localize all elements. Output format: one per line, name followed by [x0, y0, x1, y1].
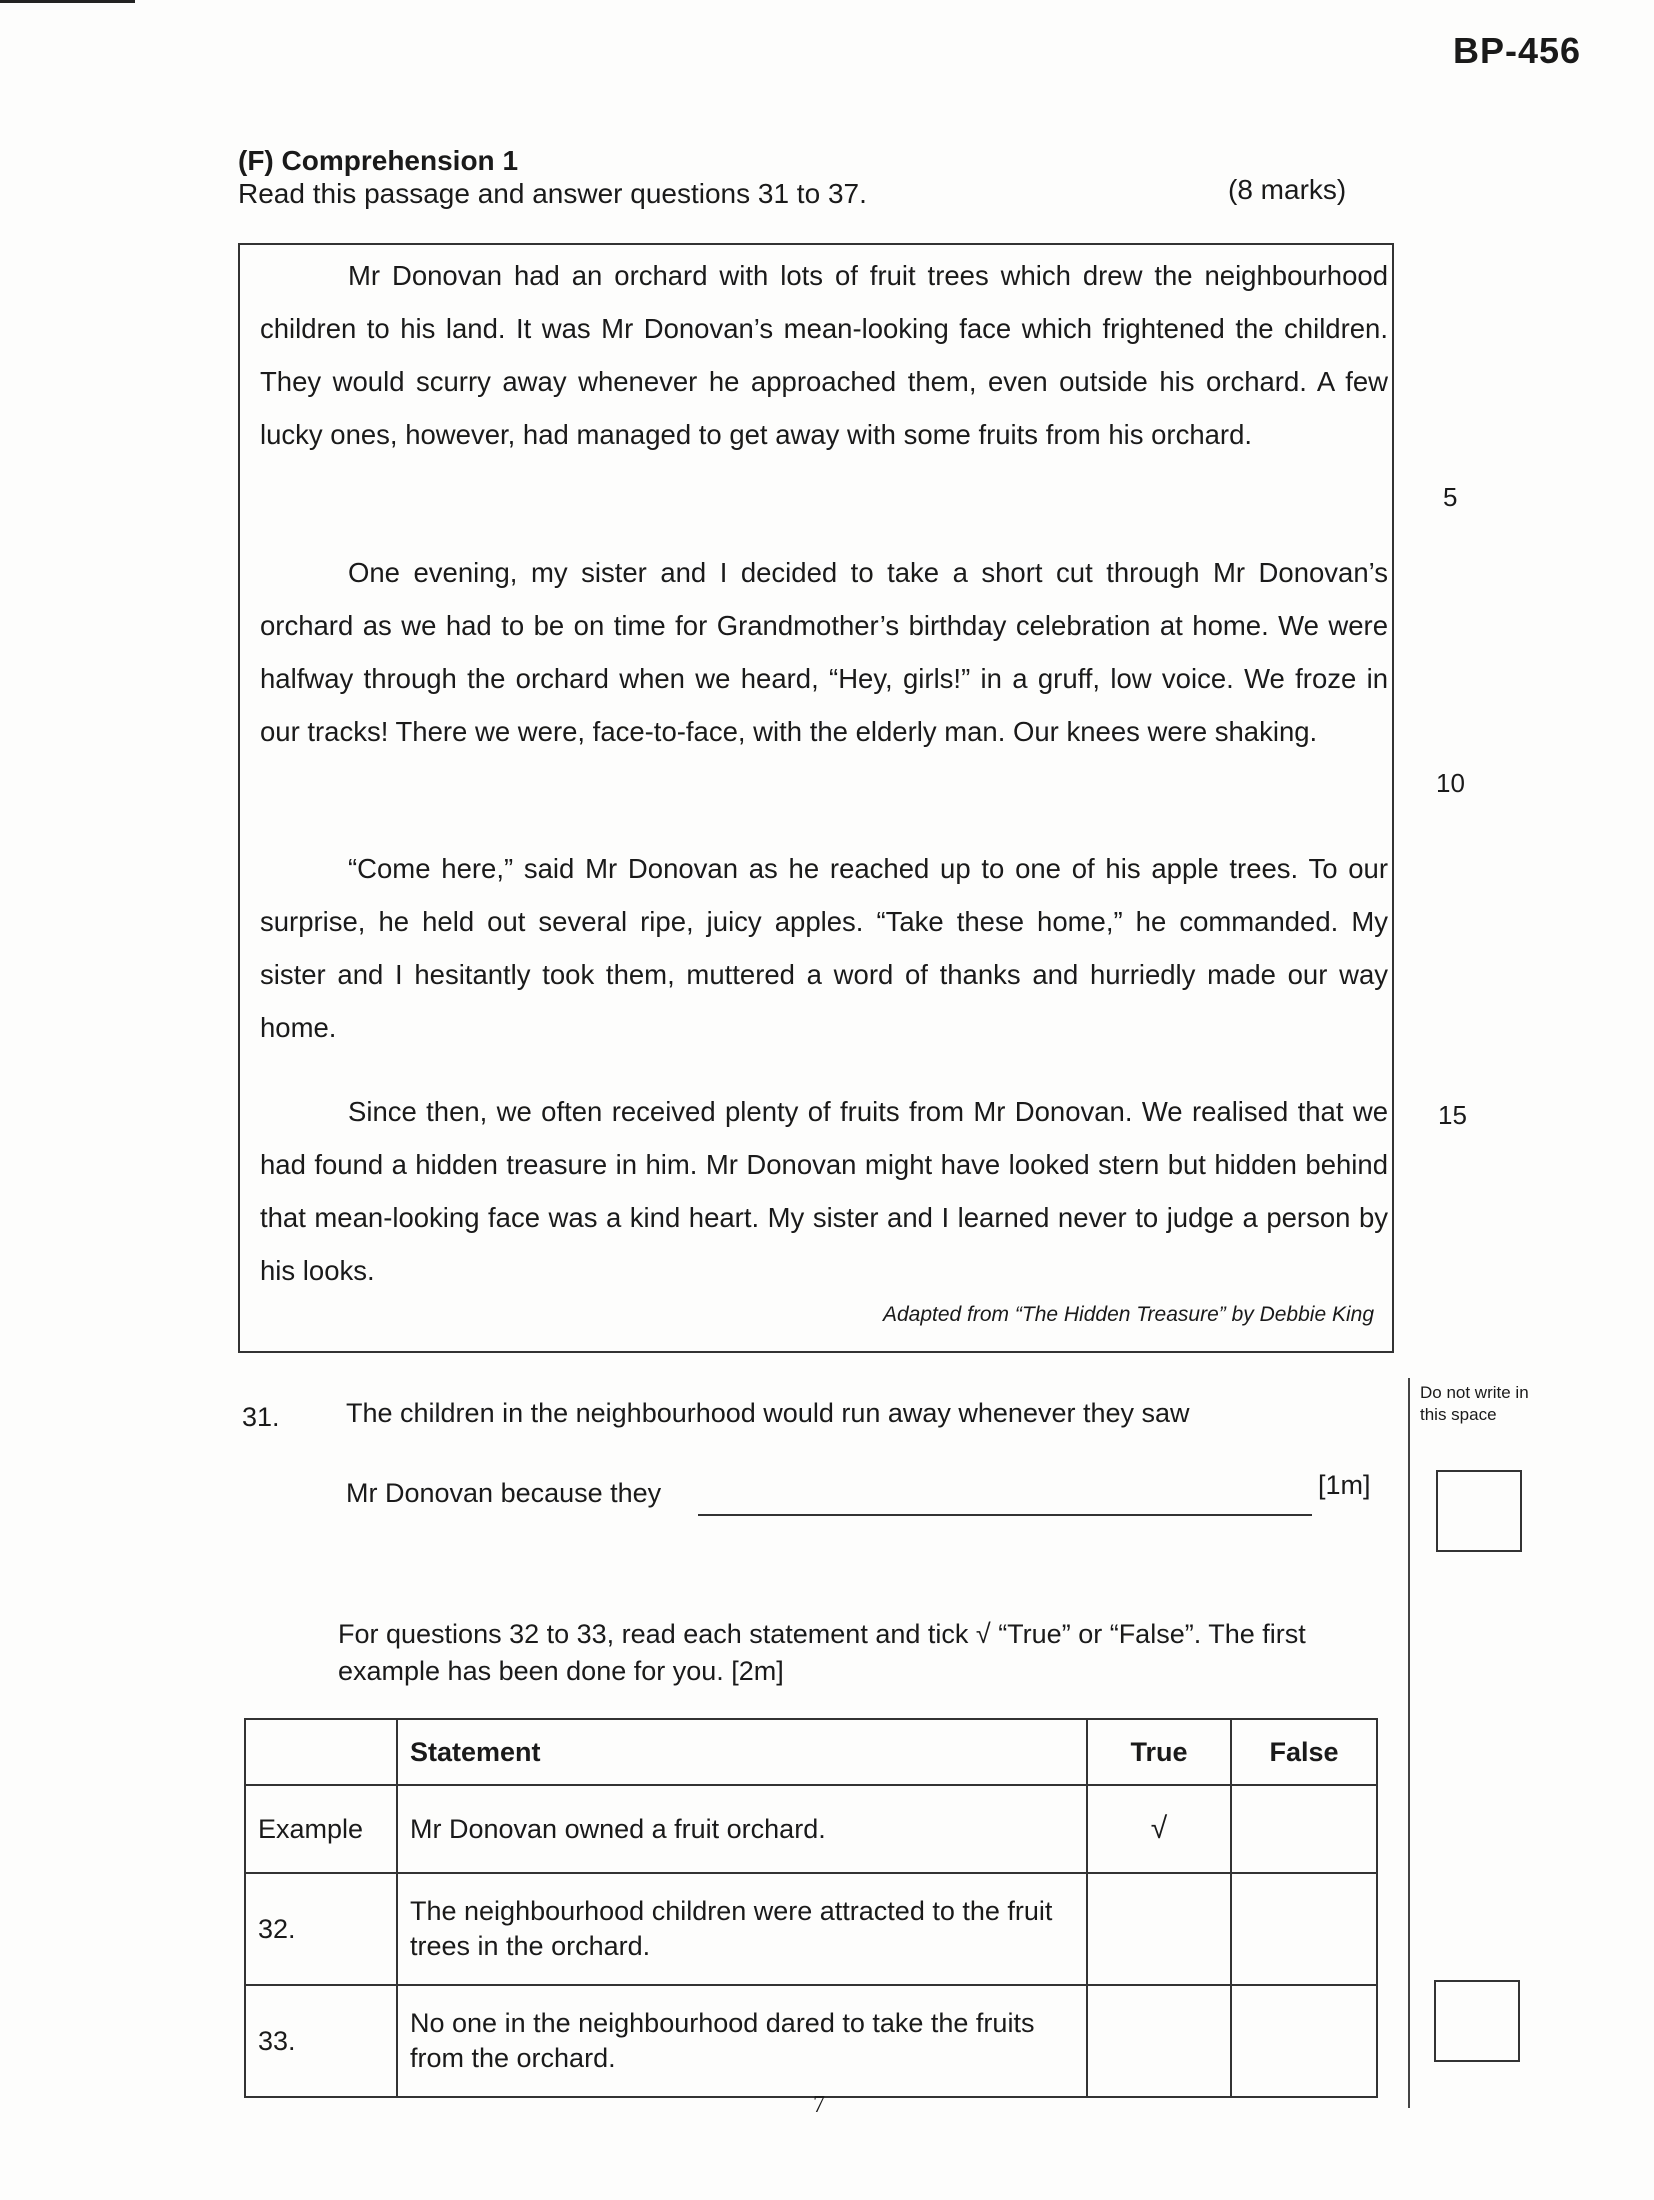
row-statement: No one in the neighbourhood dared to take the fruits from the orchard. — [397, 1985, 1087, 2097]
do-not-write-label: Do not write in this space — [1420, 1383, 1529, 1424]
table-row — [245, 1985, 1377, 2097]
score-box-q32-33[interactable] — [1434, 1980, 1520, 2062]
passage-paragraph-4: Since then, we often received plenty of fruits from Mr Donovan. We realised that we had found a hidden treasure in him. Mr Donovan might have looked stern but hidden behind that mean-looking face was a kind heart. My sister and I learned never to judge a person by his looks. — [260, 1096, 1388, 1286]
passage-paragraph-2: One evening, my sister and I decided to take a short cut through Mr Donovan’s orchard as we had to be on time for Grandmother’s birthday celebration at home. We were halfway through the orchard when we heard, “Hey, girls!” in a gruff, low voice. We froze in our tracks! There we were, face-to-face, with the elderly man. Our knees were shaking. — [260, 557, 1388, 747]
row-statement: The neighbourhood children were attracted to the fruit trees in the orchard. — [397, 1873, 1087, 1985]
page-number: 7 — [813, 2092, 825, 2118]
score-box-q31[interactable] — [1436, 1470, 1522, 1552]
passage-paragraph-3: “Come here,” said Mr Donovan as he reached up to one of his apple trees. To our surprise, he held out several ripe, juicy apples. “Take these home,” he commanded. My sister and I hesitantly took them, muttered a word of thanks and hurriedly made our way home. — [260, 853, 1388, 1043]
true-cell[interactable]: √ — [1087, 1785, 1231, 1873]
top-rule — [0, 0, 135, 3]
question-31-text-continued: Mr Donovan because they — [346, 1478, 662, 1508]
line-number-5: 5 — [1443, 482, 1458, 512]
header-false: False — [1231, 1719, 1377, 1785]
false-cell[interactable] — [1231, 1873, 1377, 1985]
section-instruction: Read this passage and answer questions 31 to 37. — [238, 178, 867, 209]
true-cell[interactable] — [1087, 1985, 1231, 2097]
header-number — [245, 1719, 397, 1785]
passage-paragraph-1: Mr Donovan had an orchard with lots of fruit trees which drew the neighbourhood children to his land. It was Mr Donovan’s mean-looking face which frightened the children. They would scurry away whenever he approached them, even outside his orchard. A few lucky ones, however, had managed to get away with some fruits from his orchard. — [260, 260, 1388, 450]
table-row — [245, 1785, 1377, 1873]
false-cell[interactable] — [1231, 1985, 1377, 2097]
table-header-row — [245, 1719, 1377, 1785]
paper-code: BP-456 — [1453, 30, 1582, 71]
true-false-table — [244, 1718, 1378, 2098]
section-marks: (8 marks) — [1228, 174, 1347, 205]
row-label: Example — [245, 1785, 397, 1873]
header-true: True — [1087, 1719, 1231, 1785]
line-number-10: 10 — [1436, 768, 1465, 798]
question-31-text: The children in the neighbourhood would run away whenever they saw — [346, 1398, 1190, 1428]
false-cell[interactable] — [1231, 1785, 1377, 1873]
question-31-mark: [1m] — [1318, 1470, 1371, 1500]
row-label: 33. — [245, 1985, 397, 2097]
margin-rule — [1408, 1378, 1410, 2108]
row-statement: Mr Donovan owned a fruit orchard. — [397, 1785, 1087, 1873]
question-31-number: 31. — [242, 1402, 280, 1432]
passage-credit: Adapted from “The Hidden Treasure” by Debbie King — [882, 1303, 1374, 1326]
answer-line-q31[interactable] — [698, 1514, 1312, 1516]
line-number-15: 15 — [1438, 1100, 1467, 1130]
row-label: 32. — [245, 1873, 397, 1985]
passage-box — [238, 243, 1394, 1353]
section-title: (F) Comprehension 1 — [238, 145, 519, 176]
true-cell[interactable] — [1087, 1873, 1231, 1985]
header-statement: Statement — [397, 1719, 1087, 1785]
table-row — [245, 1873, 1377, 1985]
true-false-instruction: For questions 32 to 33, read each statement and tick √ “True” or “False”. The first example has been done for you. [2m] — [338, 1619, 1306, 1686]
